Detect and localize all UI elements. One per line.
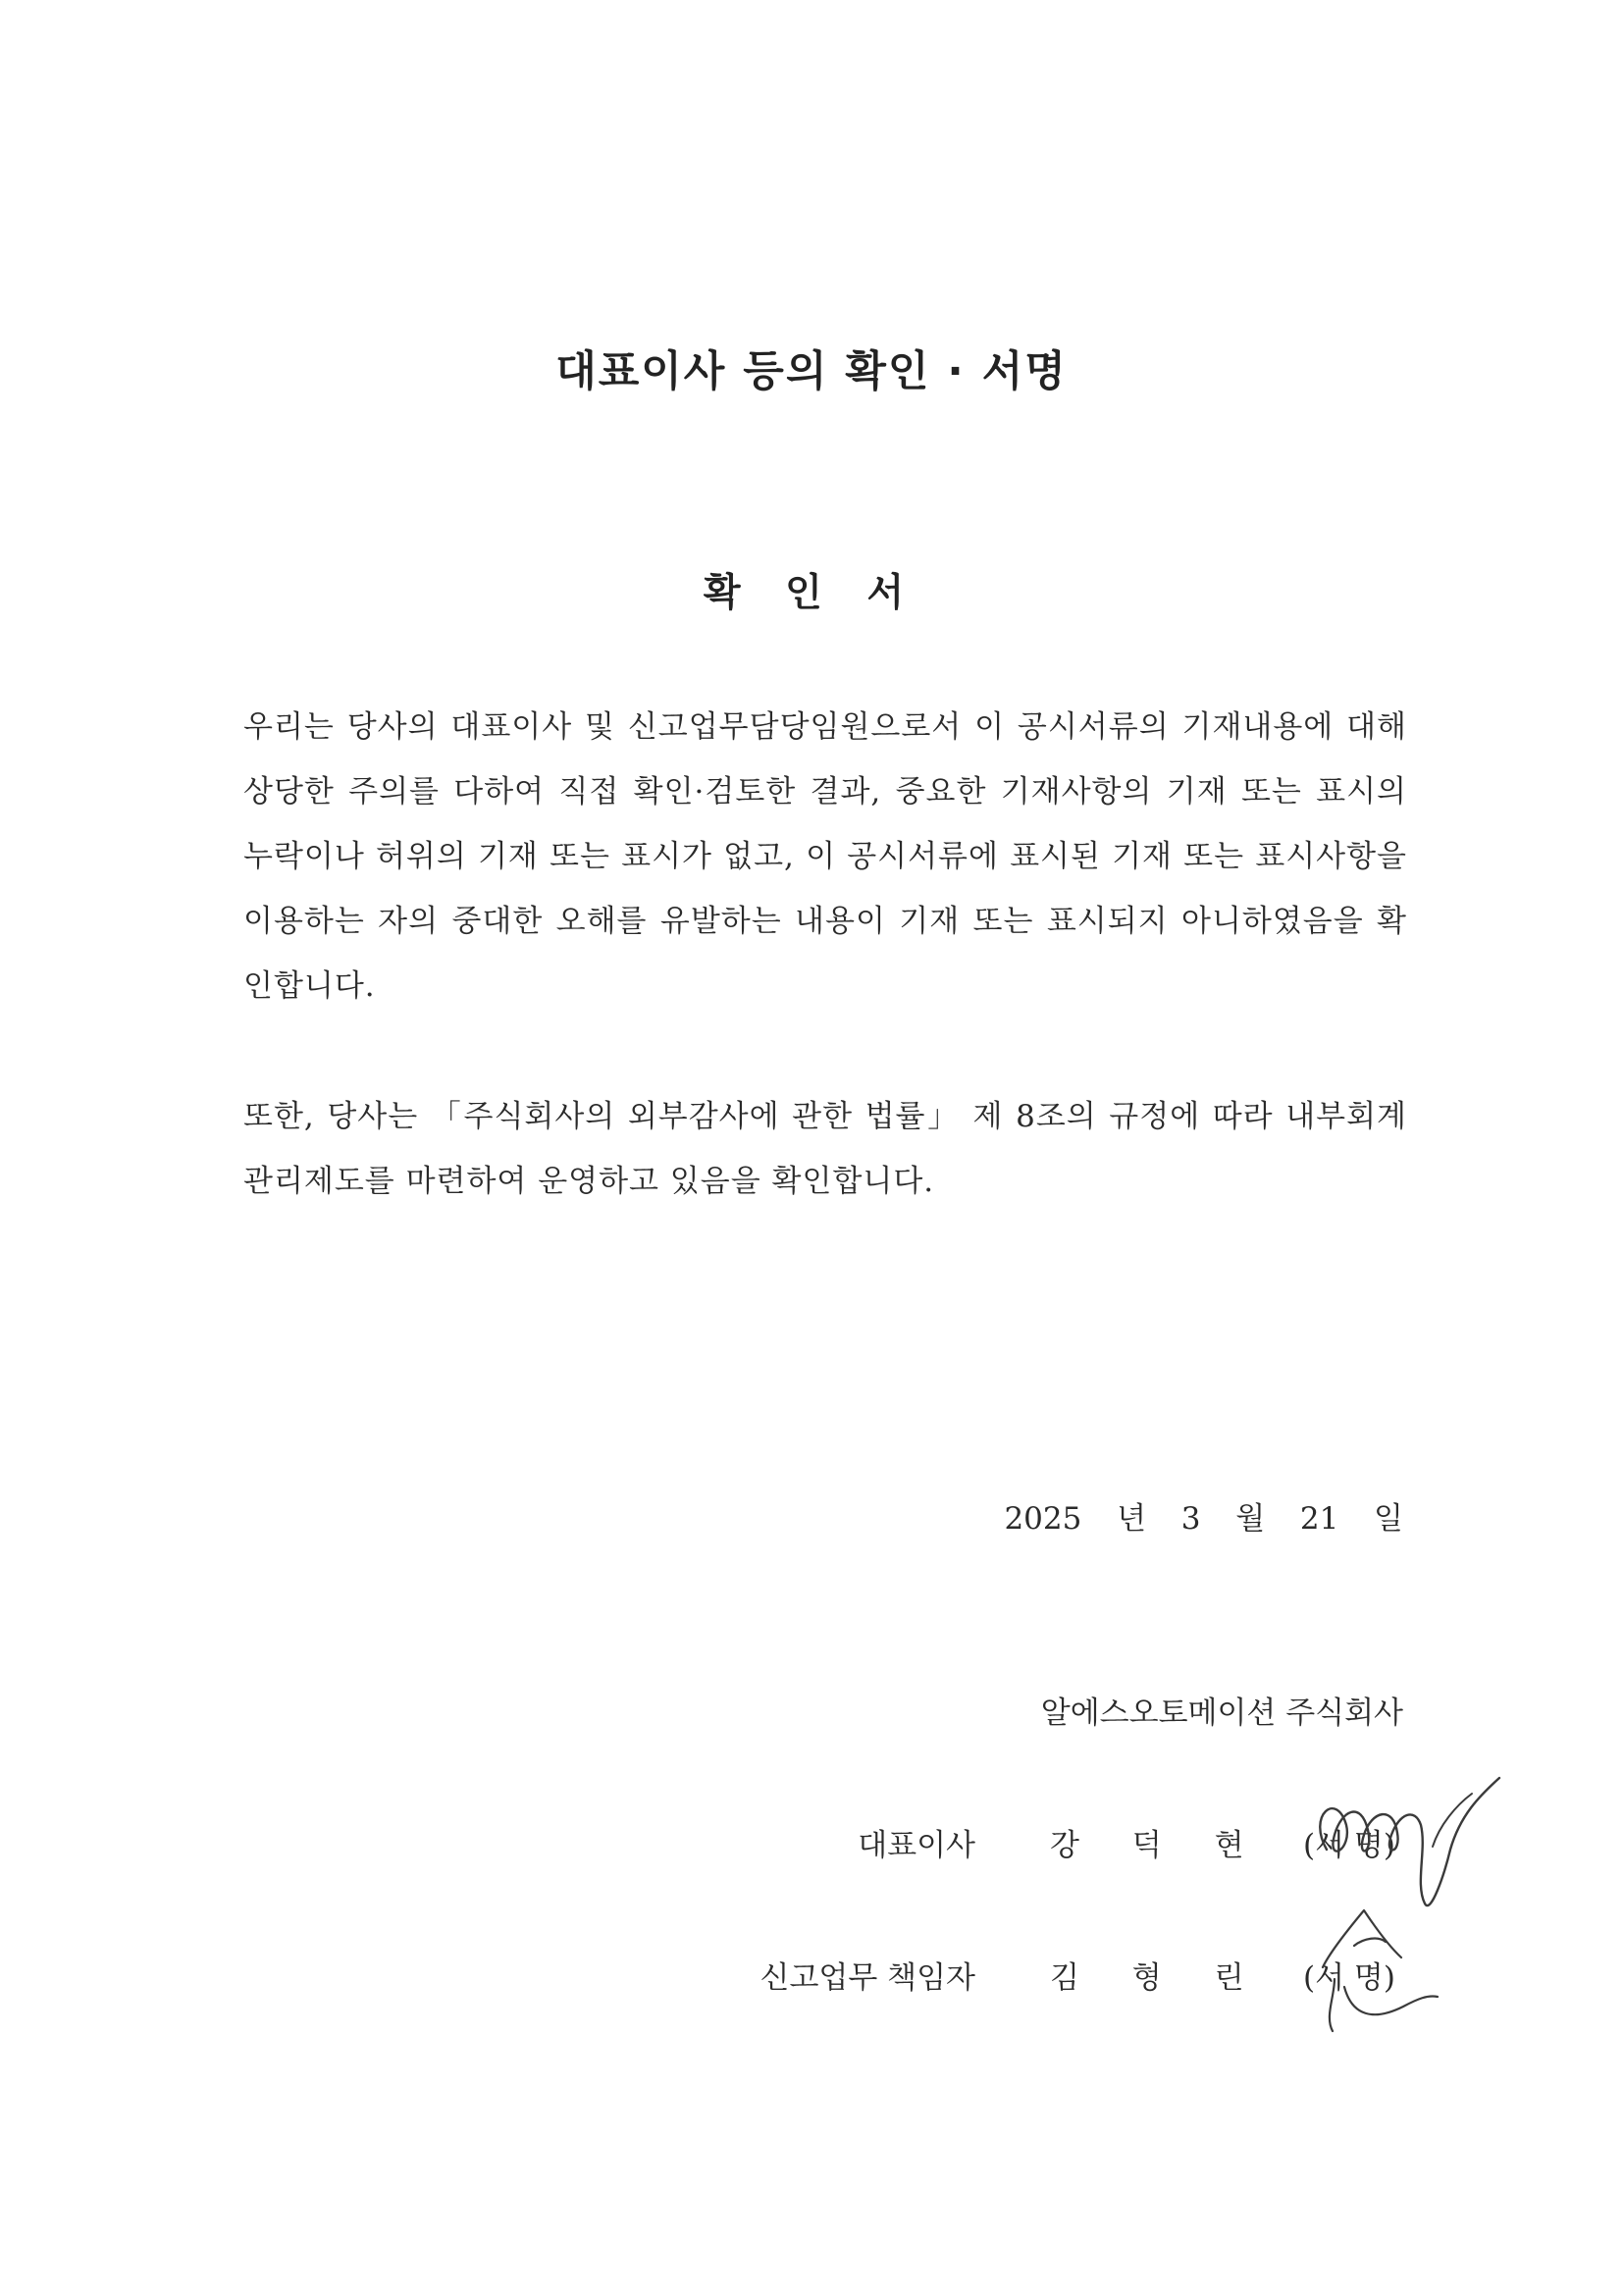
document-title: 대표이사 등의 확인 · 서명 — [555, 347, 1068, 396]
date-month: 3 — [1180, 1501, 1201, 1537]
signature-label: (서 명) — [1303, 1828, 1395, 1863]
document-subtitle: 확 인 서 — [703, 571, 920, 615]
signer-role: 신고업무 책임자 — [759, 1960, 975, 1996]
date-month-unit: 월 — [1235, 1501, 1266, 1537]
confirmation-paragraph-2: 또한, 당사는 「주식회사의 외부감사에 관한 법률」 제 8조의 규정에 따라 내부회계관리제도를 마련하여 운영하고 있음을 확인합니다. — [243, 1099, 1407, 1199]
signer-name: 강 덕 현 — [1050, 1828, 1266, 1863]
company-name: 알에스오토메이션 주식회사 — [1040, 1696, 1403, 1731]
signature-label: (서 명) — [1303, 1960, 1395, 1996]
date-day: 21 — [1299, 1501, 1339, 1537]
date-line — [1004, 1493, 1403, 1538]
signer-role: 대표이사 — [858, 1828, 975, 1863]
date-year-unit: 년 — [1117, 1501, 1147, 1537]
date-day-unit: 일 — [1374, 1501, 1403, 1537]
confirmation-paragraph-1: 우리는 당사의 대표이사 및 신고업무담당임원으로서 이 공시서류의 기재내용에 대해 상당한 주의를 다하여 직접 확인·검토한 결과, 중요한 기재사항의 기재 또는 표시의 누락이나 허위의 기재 또는 표시가 없고, 이 공시서류에 표시된 기재 또는 표시사항을 이용하는 자의 중대한 오해를 유발하는 내용이 기재 또는 표시되지 아니하였음을 확인합니다. — [243, 709, 1407, 1004]
date-year: 2025 — [1004, 1501, 1082, 1537]
signer-name: 김 형 린 — [1050, 1960, 1266, 1996]
